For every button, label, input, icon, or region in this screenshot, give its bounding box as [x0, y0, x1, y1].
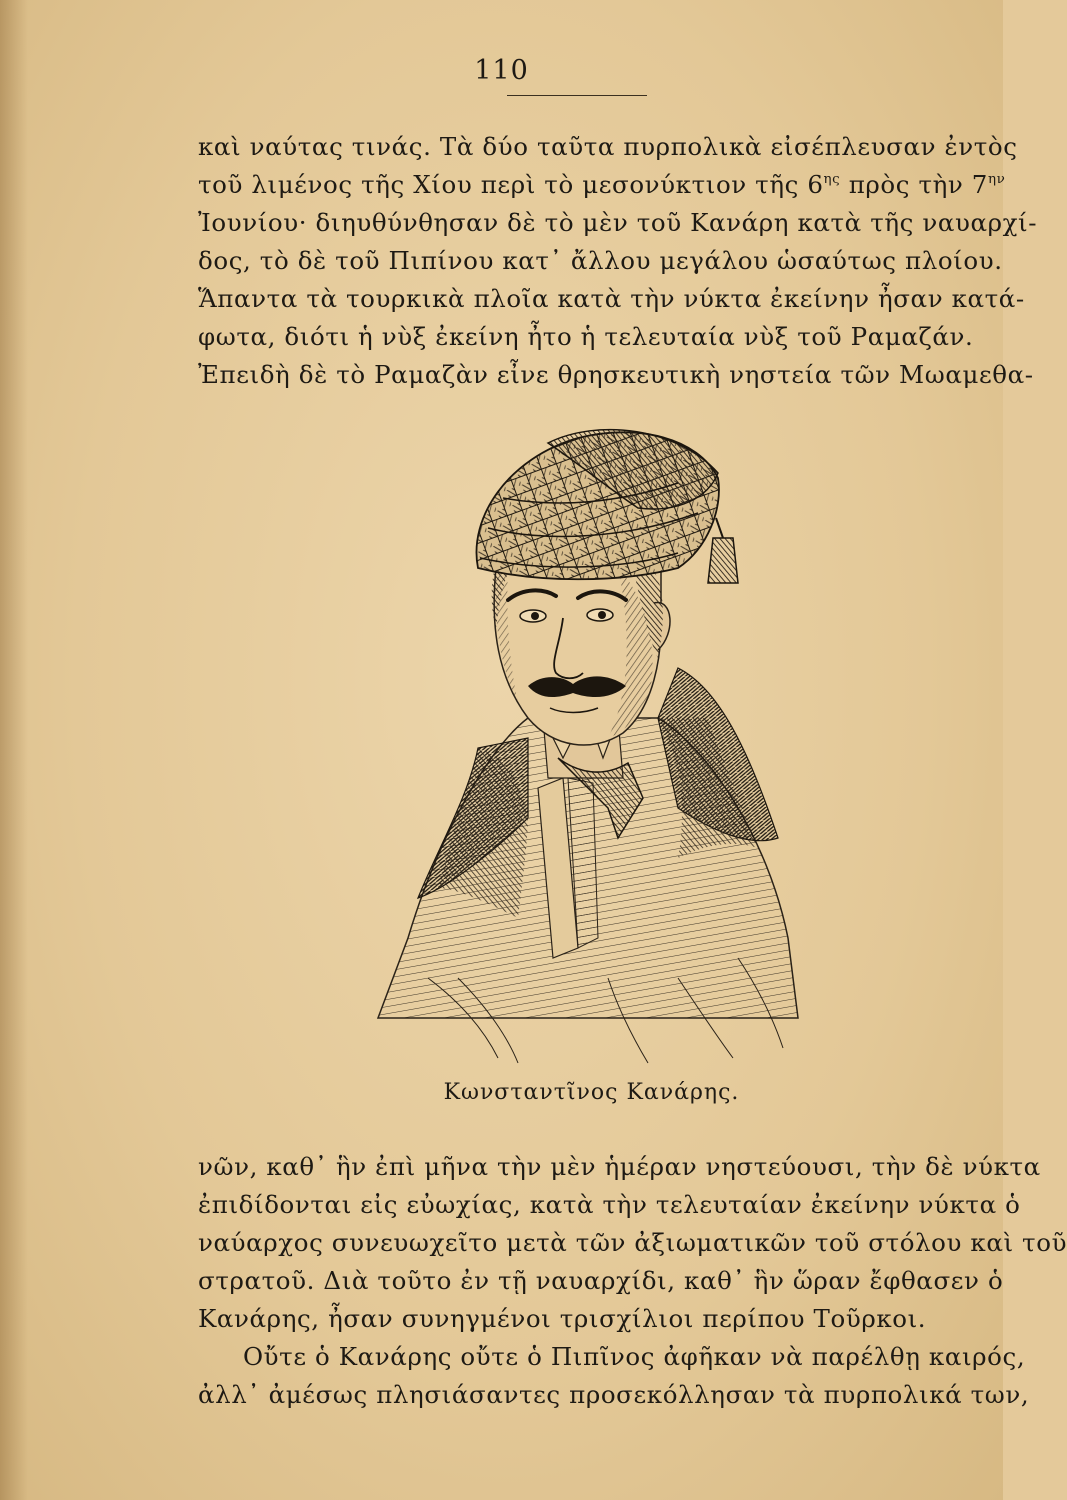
text-line: Οὔτε ὁ Κανάρης οὔτε ὁ Πιπῖνος ἀφῆκαν νὰ παρέλθῃ καιρός, [243, 1342, 1026, 1371]
text-line: νῶν, καθ᾽ ἣν ἐπὶ μῆνα τὴν μὲν ἡμέραν νηστεύουσι, τὴν δὲ νύκτα [198, 1152, 1041, 1181]
text-line: στρατοῦ. Διὰ τοῦτο ἐν τῇ ναυαρχίδι, καθ᾽ ἣν ὥραν ἔφθασεν ὁ [198, 1266, 1004, 1295]
text-line: Ἐπειδὴ δὲ τὸ Ραμαζὰν εἶνε θρησκευτικὴ νηστεία τῶν Μωαμεθα- [198, 360, 1034, 389]
text-line: Ἅπαντα τὰ τουρκικὰ πλοῖα κατὰ τὴν νύκτα ἐκείνην ἦσαν κατά- [198, 284, 1025, 313]
text-line: καὶ ναύτας τινάς. Τὰ δύο ταῦτα πυρπολικὰ εἰσέπλευσαν ἐντὸς [198, 132, 1018, 161]
text-line: Ἰουνίου· διηυθύνθησαν δὲ τὸ μὲν τοῦ Κανάρη κατὰ τῆς ναυαρχί- [198, 208, 1038, 237]
text-line: ἐπιδίδονται εἰς εὐωχίας, κατὰ τὴν τελευταίαν ἐκείνην νύκτα ὁ [198, 1190, 1021, 1219]
text-line: δος, τὸ δὲ τοῦ Πιπίνου κατ᾽ ἄλλου μεγάλου ὡσαύτως πλοίου. [198, 246, 1003, 275]
text-line: ναύαρχος συνευωχεῖτο μετὰ τῶν ἀξιωματικῶν τοῦ στόλου καὶ τοῦ [198, 1228, 1067, 1257]
superscript: ην [988, 170, 1006, 187]
page-number-rule [507, 95, 647, 96]
text-line-part: τοῦ λιμένος τῆς Χίου περὶ τὸ μεσονύκτιον τῆς 6 [198, 170, 824, 199]
spine-shadow [0, 0, 28, 1500]
text-line: Κανάρης, ἦσαν συνηγμένοι τρισχίλιοι περίπου Τοῦρκοι. [198, 1304, 927, 1333]
paragraph-top [198, 128, 1038, 394]
text-line-part: πρὸς τὴν 7 [840, 170, 988, 199]
portrait-engraving [378, 418, 798, 1068]
superscript: ης [823, 170, 841, 187]
figure-caption: Κωνσταντῖνος Κανάρης. [443, 1080, 740, 1105]
text-line: ἀλλ᾽ ἀμέσως πλησιάσαντες προσεκόλλησαν τὰ πυρπολικά των, [198, 1380, 1030, 1409]
page-number: 110 [474, 55, 529, 86]
paragraph-bottom [198, 1148, 1067, 1414]
text-line: φωτα, διότι ἡ νὺξ ἐκείνη ἦτο ἡ τελευταία νὺξ τοῦ Ραμαζάν. [198, 322, 974, 351]
